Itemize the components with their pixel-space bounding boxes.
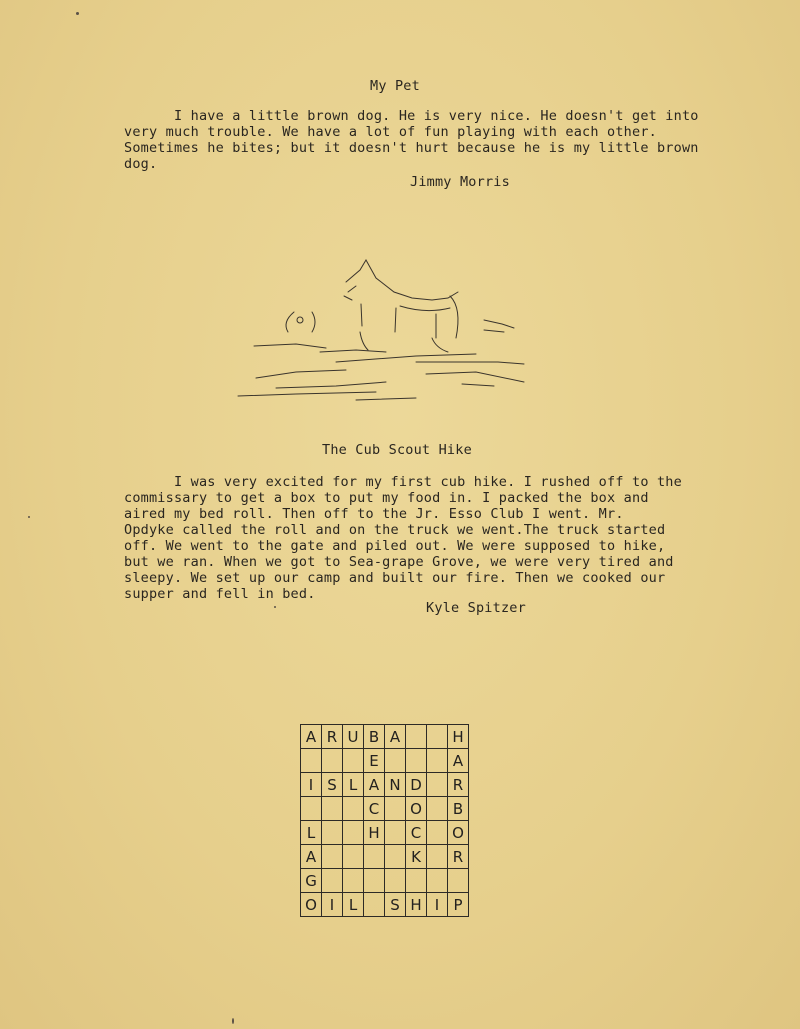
grid-cell xyxy=(343,797,364,821)
grid-cell: I xyxy=(427,893,448,917)
grid-cell xyxy=(427,845,448,869)
grid-cell: O xyxy=(301,893,322,917)
grid-cell xyxy=(406,725,427,749)
story-body-cub-scout-hike: I was very excited for my first cub hike. I rushed off to the commissary to get a box to put my food in. I packed the box and aired my bed roll. Then off to the Jr. Esso Club I went. Mr. Opdyke called the roll and on the truck we went.The truck started off. We went to the gate and piled out. We were supposed to hike, but we ran. When we got to Sea-grape Grove, we were very tired and sleepy. We set up our camp and built our fire. Then we cooked our supper and fell in bed. xyxy=(124,474,682,602)
grid-cell: L xyxy=(301,821,322,845)
grid-cell: D xyxy=(406,773,427,797)
grid-cell xyxy=(343,749,364,773)
grid-row xyxy=(301,821,469,845)
grid-cell: E xyxy=(364,749,385,773)
grid-cell: O xyxy=(448,821,469,845)
grid-cell: G xyxy=(301,869,322,893)
grid-cell: A xyxy=(301,845,322,869)
grid-cell xyxy=(406,749,427,773)
ink-speck xyxy=(28,516,30,518)
grid-cell: I xyxy=(301,773,322,797)
grid-row xyxy=(301,869,469,893)
dog-sketch-drawing xyxy=(236,252,536,412)
grid-cell xyxy=(406,869,427,893)
story-title-cub-scout-hike: The Cub Scout Hike xyxy=(322,442,472,458)
grid-cell: A xyxy=(364,773,385,797)
grid-cell: L xyxy=(343,893,364,917)
grid-cell xyxy=(322,845,343,869)
grid-cell xyxy=(427,725,448,749)
grid-cell xyxy=(322,821,343,845)
grid-cell xyxy=(343,821,364,845)
grid-cell xyxy=(385,821,406,845)
grid-cell: B xyxy=(448,797,469,821)
grid-cell: R xyxy=(448,773,469,797)
ink-speck xyxy=(76,12,79,15)
grid-cell xyxy=(364,893,385,917)
grid-cell: K xyxy=(406,845,427,869)
grid-row xyxy=(301,725,469,749)
grid-cell: O xyxy=(406,797,427,821)
grid-cell xyxy=(322,869,343,893)
grid-cell: R xyxy=(322,725,343,749)
ink-speck xyxy=(232,1018,234,1024)
grid-cell: I xyxy=(322,893,343,917)
grid-cell: U xyxy=(343,725,364,749)
grid-cell xyxy=(301,797,322,821)
grid-cell xyxy=(322,797,343,821)
grid-row xyxy=(301,845,469,869)
grid-cell: C xyxy=(406,821,427,845)
grid-cell xyxy=(427,749,448,773)
grid-cell: L xyxy=(343,773,364,797)
grid-cell: R xyxy=(448,845,469,869)
grid-cell: P xyxy=(448,893,469,917)
grid-cell xyxy=(427,869,448,893)
grid-cell xyxy=(343,845,364,869)
crossword-puzzle-grid xyxy=(300,724,469,917)
grid-cell: N xyxy=(385,773,406,797)
grid-cell: S xyxy=(322,773,343,797)
grid-cell: B xyxy=(364,725,385,749)
grid-row xyxy=(301,773,469,797)
grid-cell: H xyxy=(448,725,469,749)
grid-cell xyxy=(427,773,448,797)
grid-row xyxy=(301,893,469,917)
grid-cell xyxy=(427,821,448,845)
grid-cell: S xyxy=(385,893,406,917)
story-body-my-pet: I have a little brown dog. He is very nice. He doesn't get into very much trouble. We have a lot of fun playing with each other. Sometimes he bites; but it doesn't hurt because he is my little brown dog. xyxy=(124,108,699,172)
grid-cell xyxy=(427,797,448,821)
grid-cell xyxy=(301,749,322,773)
grid-cell: A xyxy=(448,749,469,773)
grid-row xyxy=(301,749,469,773)
grid-cell xyxy=(385,749,406,773)
grid-cell: A xyxy=(385,725,406,749)
grid-cell xyxy=(364,869,385,893)
grid-cell xyxy=(322,749,343,773)
grid-cell: H xyxy=(364,821,385,845)
grid-cell xyxy=(385,869,406,893)
story-author-jimmy-morris: Jimmy Morris xyxy=(410,174,510,190)
grid-cell: H xyxy=(406,893,427,917)
grid-row xyxy=(301,797,469,821)
grid-cell xyxy=(385,845,406,869)
story-author-kyle-spitzer: Kyle Spitzer xyxy=(426,600,526,616)
grid-cell: A xyxy=(301,725,322,749)
grid-cell xyxy=(448,869,469,893)
story-title-my-pet: My Pet xyxy=(370,78,420,94)
grid-cell: C xyxy=(364,797,385,821)
grid-cell xyxy=(364,845,385,869)
grid-cell xyxy=(385,797,406,821)
ink-speck xyxy=(274,606,276,608)
grid-cell xyxy=(343,869,364,893)
